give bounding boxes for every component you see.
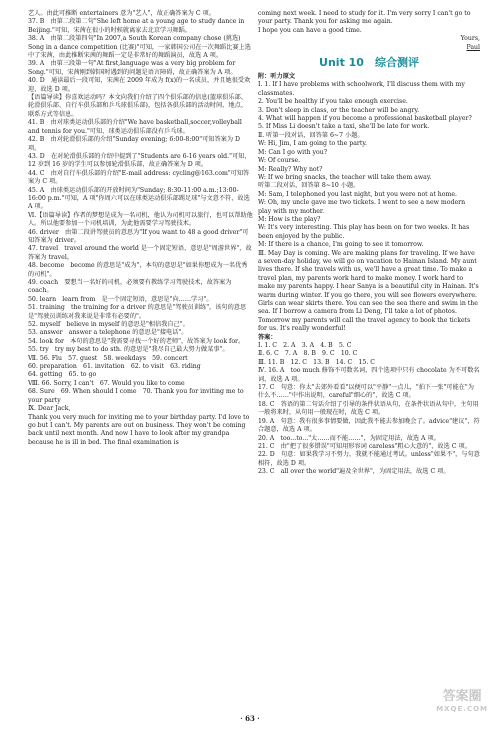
text-line: Ⅰ. 1. C 2. A 3. A 4. B 5. C <box>258 342 352 350</box>
text-line: 48. become become 的意思是"成为"，本句的意思是"如果你想成为一名优秀的司机"。 <box>28 262 248 278</box>
text-line: 18. C 答语的第二句话介绍了引导的条件状语从句，在条件状语从句中，主句用一般将来时，从句用一般现在时，故选 C 项。 <box>258 400 479 417</box>
text-line: Ⅳ. 16. A too much 修饰不可数名词，四个选项中只有 chocolate 为不可数名词，故选 A 项。 <box>258 367 480 383</box>
text-line: coming next week. I need to study for it. I'm very sorry I can't go to your party. Thank you for asking me again. <box>258 10 471 26</box>
text-line: Ⅸ. Dear Jack, <box>28 405 71 413</box>
text-line: 5. If Miss Li doesn't take a taxi, she'll be late for work. <box>258 123 430 131</box>
text-line: 2. You'll be healthy if you take enough exercise. <box>258 98 408 106</box>
text-line: 49. coach 要想当一名好的司机，必须要有教练学习驾驶技术，故答案为 coach。 <box>28 279 232 295</box>
answers-list <box>258 342 480 477</box>
text-line: 37. B 由第二段第二句"She left home at a young age to study dance in Beijing."可知，宋茜在很小的时候就离家去北京学习舞蹈。 <box>28 18 245 34</box>
text-line: 17. C 句意：你太"去郊外看看"以便可以"平静"一点儿，"拍下一张"可能在"为什么不……"中作出说明，careful"细心的"，故选 C 项。 <box>258 384 474 400</box>
text-line: 艺人。由此可推断 entertainers 意为"艺人"，故正确答案为 C 项。 <box>28 10 215 17</box>
text-line: 42. B 由对轮滑俱乐部的介绍"Sunday evening; 6:00-8:00"可知答案为 D 项。 <box>28 136 240 152</box>
watermark-url: MXQE.COM <box>436 705 488 713</box>
text-line: 听第二段对话，回答第 8~10 小题。 <box>258 182 360 190</box>
unit-title: Unit 10 综合测评 <box>319 56 419 70</box>
text-line: 21. C 由"把了很多错误"可知用形容词 careless"粗心大意的"，故选 C 项。 <box>258 442 471 450</box>
letter-signature <box>258 35 480 52</box>
text-line: M: Really? Why not? <box>258 165 323 173</box>
text-line: 50. learn learn from 是一个固定短语，意思是"向……学习"。 <box>28 295 213 303</box>
text-line: 53. answer answer a telephone 的意思是"接电话"。 <box>28 329 188 337</box>
text-line: Thank you very much for inviting me to your birthday party. I'd love to go but I can't. My parents are out on business. They won't be coming back until next month. And now I have to look after my grandpa because he is ill in bed. The final examination is <box>28 413 250 446</box>
text-line: 52. myself believe in myself 的意思是"相信我自己"。 <box>28 321 189 329</box>
text-line: Ⅵ.【语篇导读】作者的梦想是成为一名司机，他认为司机可以旅行，也可以帮助他人。所以他要参加一个司机培训，为此他需要学习驾驶技术。 <box>28 211 253 228</box>
text-line: I hope you can have a good time. <box>258 26 362 34</box>
text-line: 43. D 在对轮滑俱乐部的介绍中提到了"Students are 6-16 years old."可知，12 岁到 16 岁的学生可以参加轮滑俱乐部，故正确答案为 D 项。 <box>28 152 251 169</box>
text-line: 4. What will happen if you become a professional basketball player? <box>258 115 472 123</box>
answers-title: 答案： <box>258 333 277 341</box>
signature-closing: Yours, <box>460 35 480 43</box>
text-line: 39. A 由第三段第一句"At first,language was a very big problem for Song."可知，宋茜刚到韩国时遇到的问题是语言障碍，故正确答案为 A 项。 <box>28 60 237 76</box>
text-line: Ⅲ. May Day is coming. We are making plans for traveling. If we have a seven-day holiday, we will go on vacation to Hainan Island. My aunt lives there. If she travels with us, we'll have a great time. To make a travel plan, my parents work hard to make money. I work hard to make my parents happy. I hear Sanya is a beautiful city in Hainan. It's warm during winter. If you go there, you will see flowers everywhere. Girls can wear skirts there. You can see the sea there and swim in the sea. If I borrow a camera from Li Deng, I'll take a lot of photos. Tomorrow my parents will call the travel agency to book the tickets for us. It's really wonderful! <box>258 249 479 333</box>
text-line: Ⅲ. 11. B 12. C 13. B 14. C 15. C <box>258 358 375 366</box>
watermark-text: 答案圈 <box>442 689 482 704</box>
signature-name: Paul <box>466 43 480 51</box>
text-line: Ⅱ. 听第一段对话，回答第 6~7 小题。 <box>258 131 364 139</box>
text-line: 54. look for 本句的意思是"我需要寻找一个好的老师"，故答案为 look for。 <box>28 337 245 345</box>
text-line: W: Of course. <box>258 157 301 165</box>
text-line: M: Sam, I telephoned you last night, but you were not at home. <box>258 190 457 198</box>
left-column <box>28 10 253 447</box>
text-line: 47. travel travel around the world 是一个固定短语，意思是"周游世界"，故答案为 travel。 <box>28 245 252 261</box>
text-line: 3. Don't sleep in class, or the teacher will be angry. <box>258 106 420 114</box>
text-line: M: How is the play? <box>258 215 321 223</box>
text-line: 51. training the training for a driver 的意思是"驾驶员训练"，该句的意思是"驾驶员训练对我来说是非常有必要的"。 <box>28 304 247 320</box>
text-line: Ⅶ. 56. Flu 57. guest 58. weekdays 59. concert <box>28 354 188 362</box>
text-line: 40. D 通读最后一段可知，宋茜在 2009 年成为 f(x)的一名成员，并且她很受欢迎，故选 D 项。 <box>28 77 251 93</box>
right-column <box>258 10 480 477</box>
text-line: W: If we bring snacks, the teacher will take them away. <box>258 173 432 181</box>
watermark-logo <box>436 691 488 715</box>
text-line: Ⅷ. 66. Sorry, I can't 67. Would you like to come <box>28 379 185 387</box>
letter-ending <box>258 10 480 35</box>
text-line: W: Oh, my uncle gave me two tickets. I went to see a new modern play with my mother. <box>258 199 466 215</box>
text-line: M: If there is a chance, I'm going to see it tomorrow. <box>258 241 424 249</box>
text-line: 68. Sure 69. When should I come 70. Thank you for inviting me to your party <box>28 388 244 404</box>
text-line: 45. A 由球类运动俱乐部的开放时间为"Sunday; 8:30-11:00 a.m.;13:00-16:00 p.m."可知，A 项"你周六可以在球类运动俱乐部踢足球"与文意不符，故选 A 项。 <box>28 186 250 211</box>
text-line: 64. getting 65. to go <box>28 371 97 379</box>
text-line: Ⅰ. 1. If I have problems with schoolwork, I'll discuss them with my classmates. <box>258 81 465 97</box>
text-line: M: Can I go with you? <box>258 148 328 156</box>
text-line: 23. C all over the world"遍及全世界"，为固定用法，故选 C 项。 <box>258 468 450 476</box>
text-line: 20. A too...to..."太……而不能……"，为固定用法，故选 A 项。 <box>258 434 440 442</box>
listening-title: 附：听力原文 <box>258 73 296 81</box>
text-line: 55. try try my best to do sth. 的意思是"我尽自己最大努力做某事"。 <box>28 346 229 354</box>
text-line: 19. A 句意：我有很多事情要做，因此我不能去参加晚会了。advice"建议"，符合题意，故选 A 项。 <box>258 417 480 434</box>
text-line: W: Hi, Jim, I am going to the party. <box>258 140 367 148</box>
text-line: 60. preparation 61. invitation 62. to visit 63. riding <box>28 363 201 371</box>
text-line: W: It's very interesting. This play has been on for two weeks. It has been enjoyed by the public. <box>258 224 470 240</box>
page-number: · 63 · <box>240 714 260 723</box>
text-line: 44. C 由对自行车俱乐部的介绍"E-mail address: cycling@163.com"可知答案为 C 项。 <box>28 169 250 186</box>
text-line: 22. D 句意：如果我学习不努力，我就不能通过考试。unless"如果不"，与句意相符，故选 D 项。 <box>258 451 480 467</box>
text-line: Ⅱ. 6. C 7. A 8. B 9. C 10. C <box>258 350 358 358</box>
text-line: 38. A 由第二段第四句"In 2007,a South Korean company chose (挑选) Song in a dance competition (比赛)"可知，一家韩国公司在一次舞蹈比赛上选中了宋茜，由此推断宋茜的舞蹈一定是非常好的舞蹈演员，故选 A 项。 <box>28 35 251 60</box>
text-line: 【语篇导读】你喜欢运动吗？本文向我们介绍了四个俱乐部的信息(篮球俱乐部、轮滑俱乐部、自行车俱乐部和乒乓球俱乐部)，包括各俱乐部的活动时间、地点、联系方式等信息。 <box>28 94 247 118</box>
text-line: 46. driver 由第二段讲驾驶员的意思为"If you want to 48 a good driver"可知答案为 driver。 <box>28 228 249 244</box>
listening-script <box>258 81 480 333</box>
text-line: 41. B 由对球类运动俱乐部的介绍"We have basketball,soccer,volleyball and tennis for you."可知，球类运动俱乐部没有乒乓球。 <box>28 119 242 135</box>
